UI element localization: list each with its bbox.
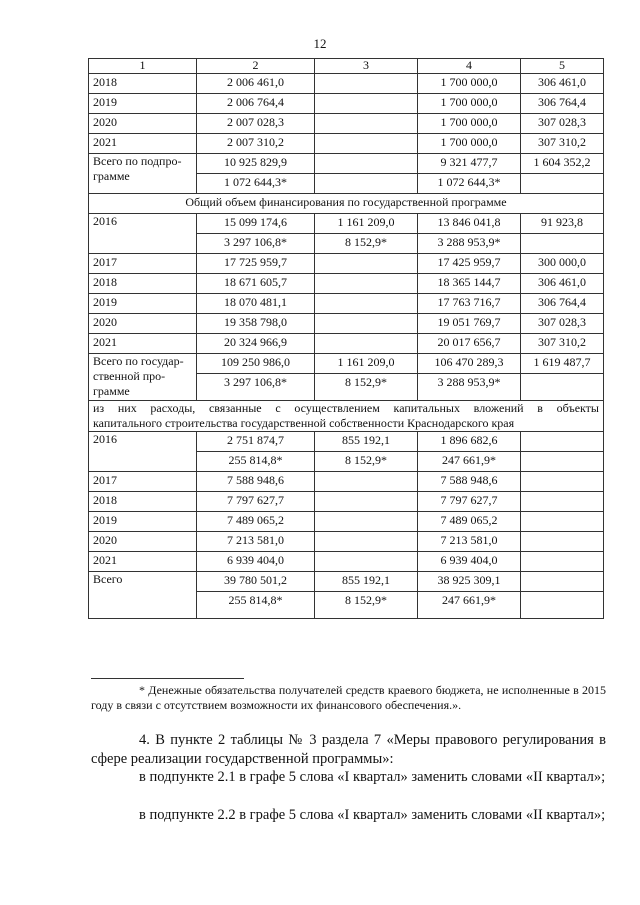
- table-cell: 106 470 289,3: [418, 354, 521, 374]
- table-row: [89, 512, 604, 532]
- table-cell: 17 425 959,7: [418, 254, 521, 274]
- table-cell: 7 797 627,7: [197, 492, 315, 512]
- row-label: 2019: [89, 294, 197, 314]
- table-cell: 307 028,3: [521, 314, 604, 334]
- table-row: [89, 552, 604, 572]
- table-cell: 91 923,8: [521, 214, 604, 234]
- table-cell: 7 588 948,6: [197, 472, 315, 492]
- table-cell: [315, 552, 418, 572]
- table-cell: 6 939 404,0: [197, 552, 315, 572]
- table-row: [89, 134, 604, 154]
- table-cell: [521, 472, 604, 492]
- table-cell: 2 751 874,7: [197, 432, 315, 452]
- table-cell: 6 939 404,0: [418, 552, 521, 572]
- table-row: [89, 314, 604, 334]
- table-cell: 18 070 481,1: [197, 294, 315, 314]
- table-cell: [315, 294, 418, 314]
- table-cell: 855 192,1: [315, 432, 418, 452]
- table-row: [89, 94, 604, 114]
- table-cell: 306 764,4: [521, 94, 604, 114]
- table-cell: 3 288 953,9*: [418, 374, 521, 401]
- table-cell: [521, 234, 604, 254]
- table-cell: [315, 314, 418, 334]
- table-cell: 7 797 627,7: [418, 492, 521, 512]
- row-label: Всего по государ- ственной про- грамме: [89, 354, 197, 401]
- table-cell: 17 763 716,7: [418, 294, 521, 314]
- table-row: [89, 294, 604, 314]
- table-cell: 2 006 764,4: [197, 94, 315, 114]
- row-label: 2020: [89, 532, 197, 552]
- table-cell: 307 028,3: [521, 114, 604, 134]
- table-cell: 247 661,9*: [418, 592, 521, 619]
- table-cell: 7 588 948,6: [418, 472, 521, 492]
- row-label: 2020: [89, 114, 197, 134]
- table-cell: 7 489 065,2: [197, 512, 315, 532]
- table-cell: 18 671 605,7: [197, 274, 315, 294]
- table-cell: 15 099 174,6: [197, 214, 315, 234]
- table-header-row: [89, 59, 604, 74]
- footnote-divider: [91, 678, 244, 679]
- paragraph-subitem-2-1: в подпункте 2.1 в графе 5 слова «I квартал» заменить словами «II квартал»;: [139, 769, 606, 785]
- table-cell: 1 700 000,0: [418, 74, 521, 94]
- table-cell: 306 461,0: [521, 74, 604, 94]
- table-cell: [521, 452, 604, 472]
- table-cell: 307 310,2: [521, 334, 604, 354]
- table-cell: [315, 254, 418, 274]
- table-row: [89, 354, 604, 374]
- table-cell: 247 661,9*: [418, 452, 521, 472]
- table-row: [89, 114, 604, 134]
- table-cell: 1 700 000,0: [418, 114, 521, 134]
- column-header: 2: [197, 59, 315, 74]
- paragraph-subitem-2-2: в подпункте 2.2 в графе 5 слова «I квартал» заменить словами «II квартал»;: [139, 807, 606, 823]
- table-cell: 2 006 461,0: [197, 74, 315, 94]
- table-cell: [521, 532, 604, 552]
- financing-table: [88, 58, 604, 619]
- table-row: [89, 334, 604, 354]
- table-cell: 255 814,8*: [197, 592, 315, 619]
- table-row: [89, 274, 604, 294]
- table-cell: [521, 492, 604, 512]
- table-cell: [315, 174, 418, 194]
- table-cell: 3 297 106,8*: [197, 374, 315, 401]
- table-cell: 9 321 477,7: [418, 154, 521, 174]
- table-cell: 1 604 352,2: [521, 154, 604, 174]
- footnote: * Денежные обязательства получателей средств краевого бюджета, не исполненные в 2015 году в связи с отсутствием возможности их финансового обеспечения.».: [91, 683, 606, 712]
- table-cell: 8 152,9*: [315, 592, 418, 619]
- column-header: 5: [521, 59, 604, 74]
- page-number: 12: [313, 36, 327, 51]
- row-label: 2017: [89, 472, 197, 492]
- table-cell: [315, 274, 418, 294]
- row-label: 2019: [89, 94, 197, 114]
- table-cell: 38 925 309,1: [418, 572, 521, 592]
- table-cell: 3 288 953,9*: [418, 234, 521, 254]
- table-cell: [521, 432, 604, 452]
- column-header: 3: [315, 59, 418, 74]
- section-heading-line: из них расходы, связанные с осуществлением капитальных вложений в объекты: [93, 401, 599, 415]
- table-row: [89, 472, 604, 492]
- table-cell: 306 764,4: [521, 294, 604, 314]
- table-cell: 8 152,9*: [315, 374, 418, 401]
- paragraph-item-4: 4. В пункте 2 таблицы № 3 раздела 7 «Меры правового регулирования в сфере реализации государственной программы»:: [91, 732, 606, 767]
- table-cell: 1 700 000,0: [418, 134, 521, 154]
- table-section-row: [89, 401, 604, 432]
- row-label: 2018: [89, 74, 197, 94]
- section-heading-line: капитального строительства государственной собственности Краснодарского края: [93, 416, 515, 430]
- table-cell: 1 072 644,3*: [418, 174, 521, 194]
- table-cell: [521, 374, 604, 401]
- row-label: Всего: [89, 572, 197, 619]
- table-cell: 1 161 209,0: [315, 354, 418, 374]
- table-row: [89, 432, 604, 452]
- table-cell: 1 072 644,3*: [197, 174, 315, 194]
- row-label: 2021: [89, 134, 197, 154]
- row-label: 2016: [89, 432, 197, 472]
- table-row: [89, 154, 604, 174]
- table-row: [89, 492, 604, 512]
- section-heading-capital: [89, 401, 604, 432]
- table-cell: [315, 94, 418, 114]
- row-label: 2021: [89, 552, 197, 572]
- table-cell: [315, 114, 418, 134]
- table-cell: 1 700 000,0: [418, 94, 521, 114]
- table-row: [89, 572, 604, 592]
- table-cell: 109 250 986,0: [197, 354, 315, 374]
- table-row: [89, 74, 604, 94]
- table-cell: 7 213 581,0: [197, 532, 315, 552]
- table-cell: 19 358 798,0: [197, 314, 315, 334]
- section-heading-total: Общий объем финансирования по государственной программе: [89, 194, 604, 214]
- table-cell: 8 152,9*: [315, 452, 418, 472]
- row-label: 2019: [89, 512, 197, 532]
- table-cell: [315, 472, 418, 492]
- table-cell: 1 161 209,0: [315, 214, 418, 234]
- table-cell: 10 925 829,9: [197, 154, 315, 174]
- table-cell: 20 017 656,7: [418, 334, 521, 354]
- table-cell: 300 000,0: [521, 254, 604, 274]
- table-cell: 8 152,9*: [315, 234, 418, 254]
- table-cell: 2 007 028,3: [197, 114, 315, 134]
- column-header: 1: [89, 59, 197, 74]
- table-cell: 17 725 959,7: [197, 254, 315, 274]
- table-cell: [315, 334, 418, 354]
- table-row: [89, 214, 604, 234]
- row-label: 2017: [89, 254, 197, 274]
- table-cell: 7 213 581,0: [418, 532, 521, 552]
- table-section-row: [89, 194, 604, 214]
- table-cell: [521, 512, 604, 532]
- table-cell: 1 896 682,6: [418, 432, 521, 452]
- table-cell: 39 780 501,2: [197, 572, 315, 592]
- table-cell: [315, 512, 418, 532]
- table-cell: 13 846 041,8: [418, 214, 521, 234]
- table-cell: 306 461,0: [521, 274, 604, 294]
- table-cell: [521, 592, 604, 619]
- table-cell: [521, 552, 604, 572]
- row-label: 2020: [89, 314, 197, 334]
- row-label: Всего по подпро- грамме: [89, 154, 197, 194]
- row-label: 2016: [89, 214, 197, 254]
- table-cell: [315, 154, 418, 174]
- table-row: [89, 254, 604, 274]
- table-cell: 19 051 769,7: [418, 314, 521, 334]
- table-cell: 307 310,2: [521, 134, 604, 154]
- table-cell: 18 365 144,7: [418, 274, 521, 294]
- table-cell: 2 007 310,2: [197, 134, 315, 154]
- table-cell: [315, 74, 418, 94]
- table-cell: 855 192,1: [315, 572, 418, 592]
- table-cell: 1 619 487,7: [521, 354, 604, 374]
- table-cell: [521, 174, 604, 194]
- table-cell: 255 814,8*: [197, 452, 315, 472]
- table-cell: [315, 492, 418, 512]
- table-cell: [315, 532, 418, 552]
- table-cell: 7 489 065,2: [418, 512, 521, 532]
- row-label: 2021: [89, 334, 197, 354]
- row-label: 2018: [89, 274, 197, 294]
- table-cell: 3 297 106,8*: [197, 234, 315, 254]
- row-label: 2018: [89, 492, 197, 512]
- table-cell: [521, 572, 604, 592]
- table-cell: [315, 134, 418, 154]
- table-cell: 20 324 966,9: [197, 334, 315, 354]
- table-row: [89, 532, 604, 552]
- column-header: 4: [418, 59, 521, 74]
